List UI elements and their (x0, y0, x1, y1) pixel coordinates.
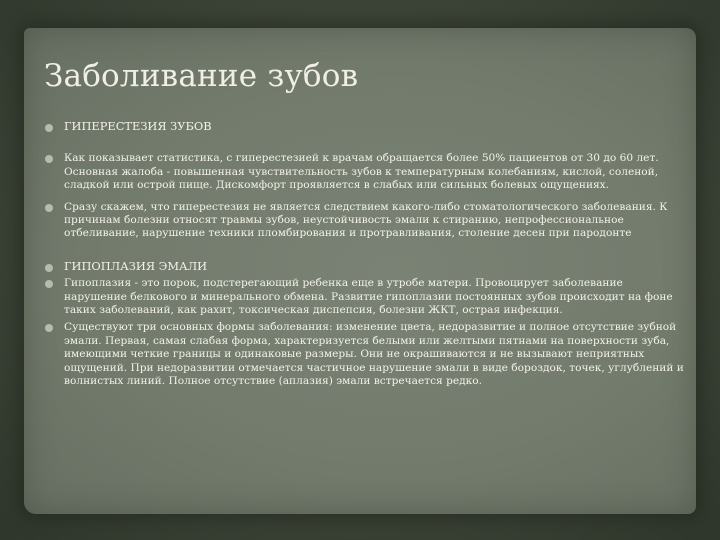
list-item-text: Гипоплазия - это порок, подстерегающий ребенка еще в утробе матери. Провоцирует заболевание нарушение белкового и минерального обмена. Развитие гипоплазии постоянных зубов происходит на фоне таких заболеваний, как рахит, токсическая диспепсия, болезни ЖКТ, острая инфекция. (64, 277, 673, 317)
list-item-text: Сразу скажем, что гиперестезия не является следствием какого-либо стоматологического заболевания. К причинам болезни относят травмы зубов, неустойчивость эмали к стиранию, непрофессиональное отбеливание, нарушение техники пломбирования и протравливания, столение десен при пародонте (64, 200, 668, 240)
slide (24, 28, 696, 514)
bullet-icon (45, 204, 53, 212)
bullet-icon (45, 280, 53, 288)
bullet-icon (45, 124, 53, 132)
list-item-text: ГИПОПЛАЗИЯ ЭМАЛИ (64, 258, 208, 273)
list-item (44, 120, 688, 133)
list-item (44, 321, 688, 388)
list-item (44, 201, 688, 241)
bullet-icon (45, 324, 53, 332)
list-item (44, 152, 688, 192)
list-item-text: Как показывает статистика, с гиперестезией к врачам обращается более 50% пациентов от 30 до 60 лет. Основная жалоба - повышенная чувствительность зубов к температурным колебаниям, кислой, соленой, сладкой или острой пище. Дискомфорт проявляется в слабых или сильных болевых ощущениях. (64, 152, 659, 192)
bullet-list (44, 120, 688, 389)
list-item (44, 277, 688, 317)
list-item-text: ГИПЕРЕСТЕЗИЯ ЗУБОВ (64, 119, 212, 133)
list-item (44, 260, 688, 273)
slide-title: Заболивание зубов (44, 58, 359, 94)
bullet-icon (45, 155, 53, 163)
bullet-icon (45, 264, 53, 272)
list-item-text: Существуют три основных формы заболевания: изменение цвета, недоразвитие и полное отсутствие зубной эмали. Первая, самая слабая форма, характеризуется белыми или желтыми пятнами на поверхности зуба, имеющими четкие границы и одинаковые размеры. Они не окрашиваются и не вызывают неприятных ощущений. При недоразвитии отмечается частичное нарушение эмали в виде бороздок, точек, углублений и волнистых линий. Полное отсутствие (аплазия) эмали встречается редко. (64, 321, 684, 388)
